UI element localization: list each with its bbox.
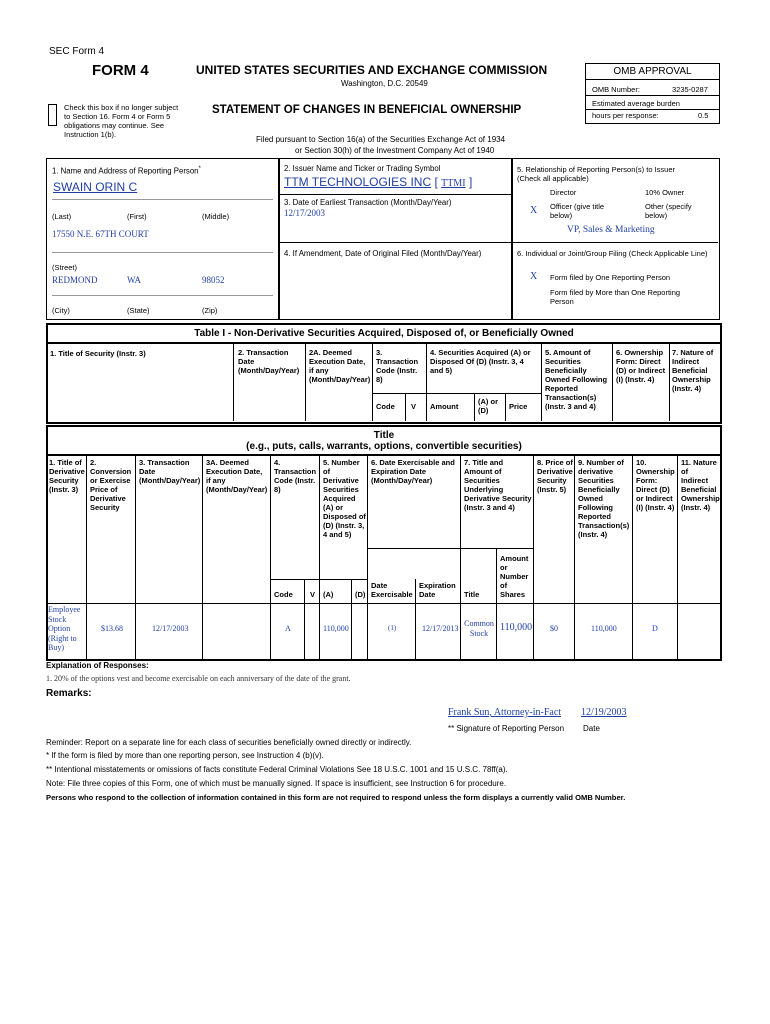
t2-row-deriv-price: $0: [550, 624, 558, 633]
officer-option: Officer (give title below): [550, 202, 605, 220]
t2-v-header: V: [310, 590, 316, 599]
t1-col3-header: 3. Transaction Code (Instr. 8): [376, 348, 419, 384]
ticker-open-bracket: [: [434, 175, 438, 189]
date-label: Date: [583, 724, 600, 733]
t2-row-code: A: [285, 624, 291, 633]
t1-col2-header: 2. Transaction Date (Month/Day/Year): [238, 348, 300, 375]
footer-copies-note: Note: File three copies of this Form, one of which must be manually signed. If space is insufficient, see Instruction 6 for procedure.: [46, 779, 507, 788]
zip-value: 98052: [202, 275, 225, 285]
t1-col5-header: 5. Amount of Securities Beneficially Owned Following Reported Transaction(s) (Instr. 3 and 4): [545, 348, 608, 411]
zip-label: (Zip): [202, 306, 218, 315]
t2-row-underlying-shares: 110,000: [500, 622, 533, 633]
table1-title: Table I - Non-Derivative Securities Acquired, Disposed of, or Beneficially Owned: [194, 328, 574, 339]
t2-col6-header: 6. Date Exercisable and Expiration Date (Month/Day/Year): [371, 458, 455, 485]
sec-form-label: SEC Form 4: [49, 46, 105, 57]
state-label: (State): [127, 306, 150, 315]
box5-label: 5. Relationship of Reporting Person(s) to Issuer: [517, 165, 675, 174]
t2-row-title: Employee Stock Option (Right to Buy): [48, 605, 81, 652]
city-label: (City): [52, 306, 70, 315]
first-label: (First): [127, 212, 147, 221]
t1-code-header: Code: [376, 402, 395, 411]
city-value: REDMOND: [52, 275, 98, 285]
t1-col7-header: 7. Nature of Indirect Beneficial Ownership (Instr. 4): [672, 348, 714, 393]
box6-label: 6. Individual or Joint/Group Filing (Check Applicable Line): [517, 249, 708, 258]
box5-sublabel: (Check all applicable): [517, 174, 589, 183]
footer-star-note: * If the form is filed by more than one reporting person, see Instruction 4 (b)(v).: [46, 751, 324, 760]
footer-omb-notice: Persons who respond to the collection of information contained in this form are not required to respond unless the form displays a currently valid OMB Number.: [46, 793, 626, 802]
box4-label: 4. If Amendment, Date of Original Filed (Month/Day/Year): [284, 249, 482, 258]
more-persons-option: Form filed by More than One Reporting Person: [550, 288, 681, 306]
t2-row-owned-following: 110,000: [591, 624, 617, 633]
t1-col2a-header: 2A. Deemed Execution Date, if any (Month/Day/Year): [309, 348, 371, 384]
t2-row-acquired: 110,000: [323, 624, 349, 633]
t2-expiration-header: Expiration Date: [419, 581, 456, 599]
officer-title: VP, Sales & Marketing: [567, 225, 655, 235]
explanation-label: Explanation of Responses:: [46, 661, 149, 670]
filed-pursuant-line-2: or Section 30(h) of the Investment Company Act of 1940: [295, 146, 495, 155]
footer-criminal-note: ** Intentional misstatements or omissions of facts constitute Federal Criminal Violations See 18 U.S.C. 1001 and 15 U.S.C. 78ff(a).: [46, 765, 508, 774]
table2-title: Title: [373, 430, 395, 441]
form-title: FORM 4: [92, 62, 149, 79]
t1-v-header: V: [411, 402, 417, 411]
t2-col9-header: 9. Number of derivative Securities Beneficially Owned Following Reported Transaction(s) (Instr. 4): [578, 458, 630, 539]
t2-row-date-exercisable: (1): [388, 624, 397, 632]
last-label: (Last): [52, 212, 72, 221]
one-person-option: Form filed by One Reporting Person: [550, 273, 671, 282]
t2-code-header: Code: [274, 590, 293, 599]
t2-row-price: $13.68: [101, 624, 123, 633]
agency-location: Washington, D.C. 20549: [341, 79, 428, 88]
earliest-transaction-date: 12/17/2003: [284, 208, 326, 218]
t1-col6-header: 6. Ownership Form: Direct (D) or Indirect (I) (Instr. 4): [616, 348, 666, 384]
table2-subtitle: (e.g., puts, calls, warrants, options, convertible securities): [246, 441, 522, 452]
explanation-text: 1. 20% of the options vest and become exercisable on each anniversary of the date of the grant.: [46, 674, 351, 683]
signature: Frank Sun, Attorney-in-Fact: [448, 707, 562, 718]
t2-col7-header: 7. Title and Amount of Securities Underlying Derivative Security (Instr. 3 and 4): [464, 458, 532, 512]
t2-title-header: Title: [464, 590, 480, 599]
t2-col1-header: 1. Title of Derivative Security (Instr. 3): [49, 458, 85, 494]
box2-label: 2. Issuer Name and Ticker or Trading Symbol: [284, 164, 441, 173]
t1-aord-header: (A) or (D): [478, 397, 498, 415]
box1-label: 1. Name and Address of Reporting Person*: [52, 166, 201, 176]
signature-label: ** Signature of Reporting Person: [448, 724, 565, 733]
t2-col11-header: 11. Nature of Indirect Beneficial Ownership (Instr. 4): [681, 458, 720, 512]
t2-amount-header: Amount or Number of Shares: [500, 554, 529, 599]
issuer-ticker-line: [284, 175, 472, 189]
footer-reminder: Reminder: Report on a separate line for each class of securities beneficially owned directly or indirectly.: [46, 738, 412, 747]
t2-col2-header: 2. Conversion or Exercise Price of Derivative Security: [90, 458, 132, 512]
officer-checkmark[interactable]: X: [530, 205, 538, 216]
omb-number-value: 3235-0287: [672, 85, 708, 94]
t1-col1-header: 1. Title of Security (Instr. 3): [50, 349, 146, 358]
t1-amount-header: Amount: [430, 402, 459, 411]
remarks-label: Remarks:: [46, 688, 92, 699]
street-label: (Street): [52, 263, 78, 272]
t2-row-expiration: 12/17/2013: [422, 624, 459, 633]
t2-row-date: 12/17/2003: [152, 624, 189, 633]
t2-a-header: (A): [323, 590, 334, 599]
t2-row-underlying-title: Common Stock: [464, 619, 494, 638]
ticker-close-bracket: ]: [468, 175, 473, 189]
t2-col8-header: 8. Price of Derivative Security (Instr. 5): [537, 458, 573, 494]
no-longer-subject-checkbox[interactable]: [48, 104, 57, 126]
t1-price-header: Price: [509, 402, 528, 411]
t2-col3-header: 3. Transaction Date (Month/Day/Year): [139, 458, 201, 485]
other-option: Other (specify below): [645, 202, 692, 220]
t1-col4-header: 4. Securities Acquired (A) or Disposed Of (D) (Instr. 3, 4 and 5): [430, 348, 531, 375]
street-value: 17550 N.E. 67TH COURT: [52, 229, 149, 239]
omb-title: OMB APPROVAL: [586, 64, 719, 80]
t2-col3a-header: 3A. Deemed Execution Date, if any (Month/Day/Year): [206, 458, 268, 494]
t2-date-exercisable-header: Date Exercisable: [371, 581, 413, 599]
state-value: WA: [127, 275, 141, 285]
omb-approval-box: [585, 63, 720, 124]
omb-number-label: OMB Number:: [592, 85, 640, 94]
t2-col4-header: 4. Transaction Code (Instr. 8): [274, 458, 317, 494]
omb-hours-label: hours per response:: [592, 111, 659, 120]
t2-d-header: (D): [355, 590, 366, 599]
one-person-checkmark[interactable]: X: [530, 271, 538, 282]
statement-title: STATEMENT OF CHANGES IN BENEFICIAL OWNERSHIP: [212, 104, 522, 116]
filed-pursuant-line-1: Filed pursuant to Section 16(a) of the Securities Exchange Act of 1934: [256, 135, 506, 144]
middle-label: (Middle): [202, 212, 230, 221]
reporting-person-name[interactable]: SWAIN ORIN C: [53, 180, 138, 194]
box3-label: 3. Date of Earliest Transaction (Month/Day/Year): [284, 198, 452, 207]
ten-percent-owner-option: 10% Owner: [645, 188, 685, 197]
signature-date: 12/19/2003: [581, 707, 627, 718]
checkbox-instructions: Check this box if no longer subject to Section 16. Form 4 or Form 5 obligations may continue. See Instruction 1(b).: [64, 103, 179, 139]
t2-col10-header: 10. Ownership Form: Direct (D) or Indirect (I) (Instr. 4): [636, 458, 675, 512]
ticker-symbol[interactable]: TTMI: [441, 178, 466, 189]
t2-col5-header: 5. Number of Derivative Securities Acquired (A) or Disposed of (D) (Instr. 3, 4 and 5): [323, 458, 366, 539]
omb-burden-label: Estimated average burden: [592, 99, 680, 108]
t2-row-ownership-form: D: [652, 624, 658, 633]
omb-hours-value: 0.5: [698, 111, 709, 120]
issuer-name[interactable]: TTM TECHNOLOGIES INC: [284, 175, 432, 189]
agency-title: UNITED STATES SECURITIES AND EXCHANGE COMMISSION: [196, 63, 548, 77]
director-option: Director: [550, 188, 577, 197]
